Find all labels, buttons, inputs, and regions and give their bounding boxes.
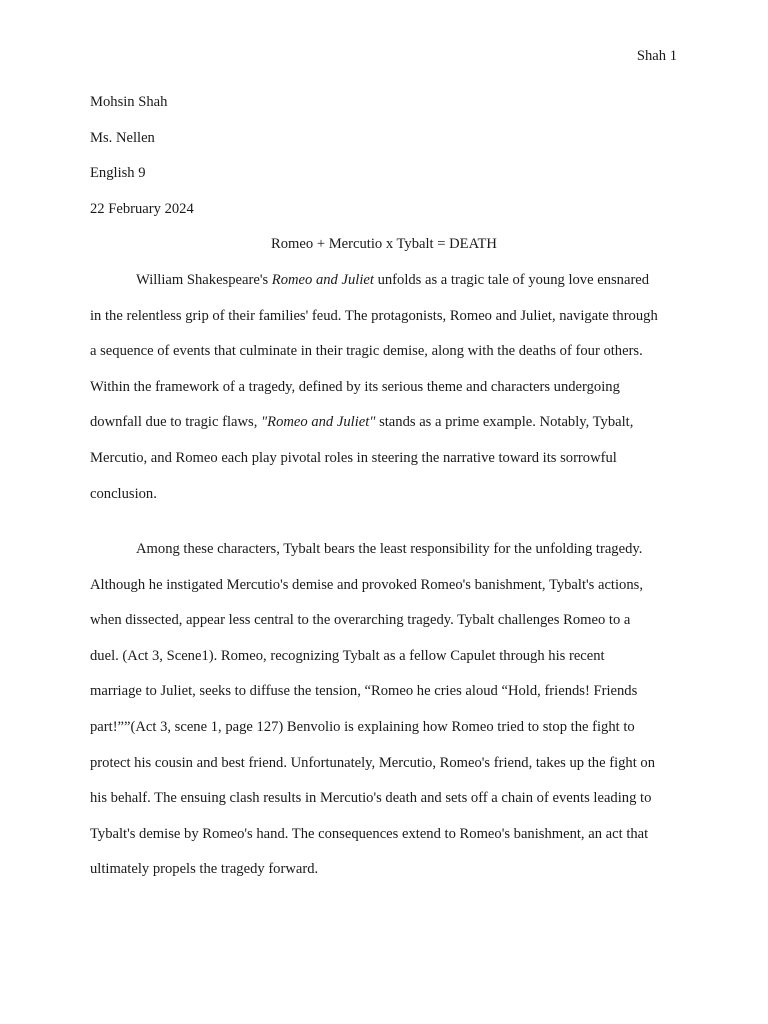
paragraph-line [90, 271, 680, 307]
paragraph-line: protect his cousin and best friend. Unfortunately, Mercutio, Romeo's friend, takes up the fight on [90, 754, 656, 771]
page-header-label: Shah 1 [636, 48, 677, 64]
text-run: stands as a prime example. Notably, Tybalt, [375, 414, 634, 431]
date: 22 February 2024 [90, 201, 194, 218]
paragraph-2 [90, 540, 680, 896]
paragraph-line: Within the framework of a tragedy, defined by its serious theme and characters undergoing [90, 378, 620, 395]
paragraph-line: ultimately propels the tragedy forward. [90, 861, 319, 878]
mla-heading [90, 93, 680, 236]
paragraph-line: when dissected, appear less central to the overarching tragedy. Tybalt challenges Romeo to a [90, 612, 631, 629]
paragraph-line: Mercutio, and Romeo each play pivotal roles in steering the narrative toward its sorrowful [90, 449, 617, 466]
essay-title: Romeo + Mercutio x Tybalt = DEATH [271, 236, 497, 252]
text-run: downfall due to tragic flaws, [90, 414, 262, 431]
paragraph-1 [90, 271, 680, 520]
paragraph-line [90, 413, 680, 449]
italic-title: Romeo and Juliet [271, 272, 374, 288]
student-name: Mohsin Shah [90, 94, 168, 110]
paragraph-line: Among these characters, Tybalt bears the least responsibility for the unfolding tragedy. [136, 541, 643, 557]
paragraph-line: part!””(Act 3, scene 1, page 127) Benvolio is explaining how Romeo tried to stop the fight to [90, 718, 635, 735]
paragraph-line: Tybalt's demise by Romeo's hand. The consequences extend to Romeo's banishment, an act that [90, 825, 649, 842]
paragraph-line: duel. (Act 3, Scene1). Romeo, recognizing Tybalt as a fellow Capulet through his recent [90, 647, 605, 664]
teacher-name: Ms. Nellen [90, 129, 155, 146]
paragraph-line: a sequence of events that culminate in their tragic demise, along with the deaths of four others. [90, 343, 643, 360]
paragraph-line: his behalf. The ensuing clash results in Mercutio's death and sets off a chain of events leading to [90, 790, 652, 807]
text-run: William Shakespeare's [136, 272, 272, 288]
paragraph-line: conclusion. [90, 485, 157, 502]
paragraph-line: marriage to Juliet, seeks to diffuse the tension, “Romeo he cries aloud “Hold, friends! Friends [90, 683, 638, 700]
course-name: English 9 [90, 165, 146, 182]
paragraph-line: Although he instigated Mercutio's demise and provoked Romeo's banishment, Tybalt's actions, [90, 576, 643, 593]
text-run: unfolds as a tragic tale of young love ensnared [373, 272, 650, 288]
paragraph-line: in the relentless grip of their families' feud. The protagonists, Romeo and Juliet, navigate through [90, 307, 658, 324]
italic-title: "Romeo and Juliet" [261, 414, 376, 431]
